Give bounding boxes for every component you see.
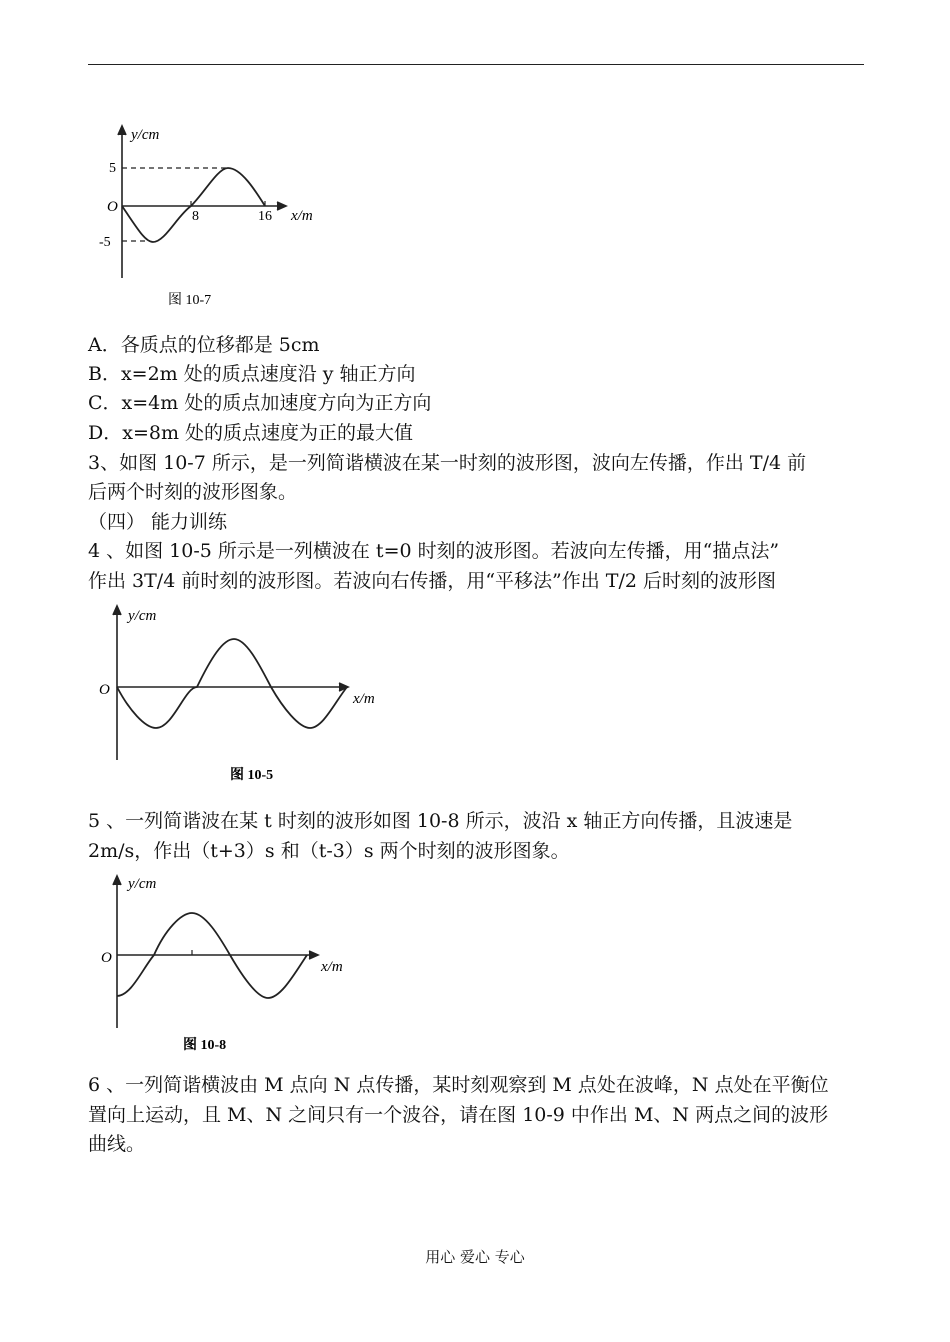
header-rule <box>88 64 864 65</box>
question-6-line-3: 曲线。 <box>88 1133 146 1155</box>
figure-10-8 <box>95 868 365 1058</box>
figure-caption: 图 10-7 <box>168 293 212 308</box>
question-6-line-2: 置向上运动，且 M、N 之间只有一个波谷，请在图 10-9 中作出 M、N 两点之间的波形 <box>88 1104 829 1126</box>
x-tick-8: 8 <box>192 209 199 224</box>
figure-caption: 图 10-8 <box>183 1038 227 1053</box>
figure-10-7 <box>95 115 345 315</box>
question-3-line-1: 3、如图 10-7 所示，是一列简谐横波在某一时刻的波形图，波向左传播，作出 T/4 前 <box>88 452 807 474</box>
option-a: A．各质点的位移都是 5cm <box>88 334 320 356</box>
question-5-line-2: 2m/s，作出（t+3）s 和（t-3）s 两个时刻的波形图象。 <box>88 840 570 862</box>
question-4-line-1: 4 、如图 10-5 所示是一列横波在 t=0 时刻的波形图。若波向左传播，用“描点法” <box>88 540 780 562</box>
x-axis-label: x/m <box>321 959 343 975</box>
origin-label: O <box>107 199 118 215</box>
option-d: D．x=8m 处的质点速度为正的最大值 <box>88 422 414 444</box>
question-3-line-2: 后两个时刻的波形图象。 <box>88 481 298 503</box>
question-6-line-1: 6 、一列简谐横波由 M 点向 N 点传播，某时刻观察到 M 点处在波峰，N 点处在平衡位 <box>88 1074 829 1096</box>
page-footer: 用心 爱心 专心 <box>425 1248 525 1266</box>
x-tick-16: 16 <box>258 209 272 224</box>
origin-label: O <box>101 950 112 966</box>
option-c: C．x=4m 处的质点加速度方向为正方向 <box>88 392 432 414</box>
y-axis-label: y/cm <box>128 608 157 624</box>
x-axis-label: x/m <box>291 208 313 224</box>
y-axis-arrow <box>113 876 121 885</box>
question-4-line-2: 作出 3T/4 前时刻的波形图。若波向右传播，用“平移法”作出 T/2 后时刻的波形图 <box>88 570 777 592</box>
y-tick-5: 5 <box>109 161 116 176</box>
x-axis-label: x/m <box>353 691 375 707</box>
figure-caption: 图 10-5 <box>230 768 274 783</box>
figure-10-5 <box>95 598 405 790</box>
wave-curve <box>117 639 347 728</box>
y-axis-arrow <box>118 126 126 135</box>
wave-curve <box>122 168 265 242</box>
x-axis-arrow <box>309 951 318 959</box>
y-axis-arrow <box>113 606 121 615</box>
y-tick-minus-5: -5 <box>99 235 111 250</box>
y-axis-label: y/cm <box>131 127 160 143</box>
origin-label: O <box>99 682 110 698</box>
y-axis-label: y/cm <box>128 876 157 892</box>
question-5-line-1: 5 、一列简谐波在某 t 时刻的波形如图 10-8 所示，波沿 x 轴正方向传播，且波速是 <box>88 810 793 832</box>
section-heading: （四） 能力训练 <box>88 511 228 533</box>
x-axis-arrow <box>277 202 286 210</box>
option-b: B．x=2m 处的质点速度沿 y 轴正方向 <box>88 363 416 385</box>
